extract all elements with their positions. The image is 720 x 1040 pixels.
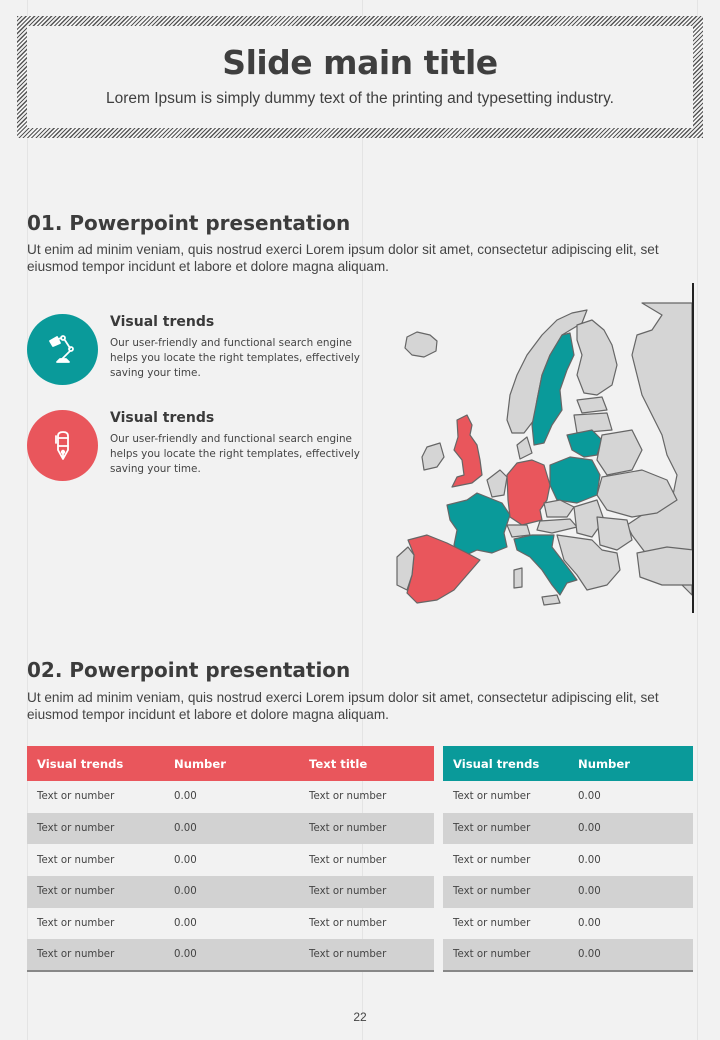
- table-row: [443, 908, 693, 940]
- map-edge-line: [692, 283, 694, 613]
- table-row: [443, 813, 693, 845]
- table-cell: 0.00: [568, 939, 693, 971]
- table-cell: Text or number: [37, 918, 115, 930]
- table-cell: Text or number: [299, 939, 434, 971]
- feature-title: Visual trends: [110, 314, 215, 330]
- column-header: Visual trends: [443, 746, 568, 781]
- table-cell: Text or number: [453, 918, 531, 930]
- table-cell: Text or number: [309, 854, 387, 866]
- table-cell: 0.00: [578, 791, 601, 803]
- map-country-switzerland: [507, 525, 530, 537]
- feature-item: [27, 410, 377, 485]
- map-country-latvia: [574, 413, 612, 433]
- table-row: [27, 844, 434, 876]
- column-header: Number: [568, 746, 693, 781]
- table-cell: 0.00: [164, 876, 299, 908]
- table-cell: Text or number: [443, 813, 568, 845]
- table-cell: Text or number: [309, 918, 387, 930]
- table-row: [27, 908, 434, 940]
- map-country-sardinia: [514, 568, 522, 588]
- map-country-poland: [550, 457, 600, 503]
- map-country-austria: [537, 519, 577, 533]
- feature-item: [27, 314, 377, 389]
- map-country-ireland: [422, 443, 444, 470]
- table-cell: 0.00: [578, 854, 601, 866]
- table-cell: Text or number: [27, 939, 164, 971]
- data-table-red: [27, 746, 434, 972]
- table-cell: Text or number: [443, 939, 568, 971]
- table-row: [443, 844, 693, 876]
- section-2-body: Ut enim ad minim veniam, quis nostrud exerci Lorem ipsum dolor sit amet, consectetur adipiscing elit, set eiusmod tempor incidunt et labore et dolore magna aliquam.: [27, 690, 659, 722]
- map-country-finland: [577, 320, 617, 395]
- title-inner: [27, 26, 693, 128]
- map-country-iceland: [405, 332, 437, 357]
- feature-title: Visual trends: [110, 410, 215, 426]
- table-cell: Text or number: [309, 791, 387, 803]
- map-country-sicily: [542, 595, 560, 605]
- map-country-united-kingdom: [452, 415, 482, 487]
- table-cell: Text or number: [453, 791, 531, 803]
- feature-text: Our user-friendly and functional search engine helps you locate the right templates, effectively saving your time.: [110, 433, 360, 475]
- europe-map: [392, 285, 694, 615]
- table-cell: 0.00: [174, 854, 197, 866]
- feature-icon-circle: [27, 314, 98, 385]
- table-cell: Text or number: [443, 876, 568, 908]
- table-cell: Text or number: [453, 854, 531, 866]
- section-2-title: 02. Powerpoint presentation: [27, 658, 351, 682]
- data-table-teal: [443, 746, 693, 972]
- table-cell: Text or number: [27, 813, 164, 845]
- table-row: [27, 781, 434, 813]
- page-number: 22: [353, 1010, 367, 1024]
- map-country-germany: [507, 460, 550, 525]
- table-cell: 0.00: [164, 939, 299, 971]
- table-cell: Text or number: [299, 876, 434, 908]
- table-cell: 0.00: [568, 876, 693, 908]
- section-1-title: 01. Powerpoint presentation: [27, 211, 351, 235]
- table-cell: Text or number: [37, 791, 115, 803]
- table-cell: Text or number: [37, 854, 115, 866]
- column-header: Number: [164, 746, 299, 781]
- table-cell: 0.00: [164, 813, 299, 845]
- guide-line: [697, 0, 698, 1040]
- table-cell: 0.00: [578, 918, 601, 930]
- map-country-benelux: [487, 470, 507, 497]
- table-row: [443, 876, 693, 908]
- section-1-body: Ut enim ad minim veniam, quis nostrud exerci Lorem ipsum dolor sit amet, consectetur adipiscing elit, set eiusmod tempor incidunt et labore et dolore magna aliquam.: [27, 242, 659, 274]
- table-cell: Text or number: [27, 876, 164, 908]
- table-row: [27, 939, 434, 971]
- map-country-czech-republic: [544, 500, 574, 517]
- table-cell: 0.00: [174, 791, 197, 803]
- slide-title: Slide main title: [222, 43, 498, 82]
- table-row: [443, 939, 693, 971]
- column-header: Text title: [299, 746, 434, 781]
- fountain-pen-icon: [45, 428, 81, 464]
- table-header-row: [443, 746, 693, 781]
- table-cell: Text or number: [299, 813, 434, 845]
- table-row: [27, 876, 434, 908]
- map-country-denmark: [517, 437, 532, 459]
- map-country-lithuania: [567, 430, 602, 457]
- feature-text: Our user-friendly and functional search engine helps you locate the right templates, effectively saving your time.: [110, 337, 360, 379]
- table-row: [443, 781, 693, 813]
- map-country-romania: [597, 517, 632, 550]
- map-country-belarus: [597, 430, 642, 475]
- slide-subtitle: Lorem Ipsum is simply dummy text of the printing and typesetting industry.: [106, 90, 614, 107]
- desk-lamp-icon: [45, 332, 81, 368]
- table-cell: 0.00: [568, 813, 693, 845]
- feature-icon-circle: [27, 410, 98, 481]
- table-row: [27, 813, 434, 845]
- map-country-estonia: [577, 397, 607, 413]
- map-country-turkey: [637, 547, 694, 585]
- table-header-row: [27, 746, 434, 781]
- column-header: Visual trends: [27, 746, 164, 781]
- title-box: [17, 16, 703, 138]
- table-cell: 0.00: [174, 918, 197, 930]
